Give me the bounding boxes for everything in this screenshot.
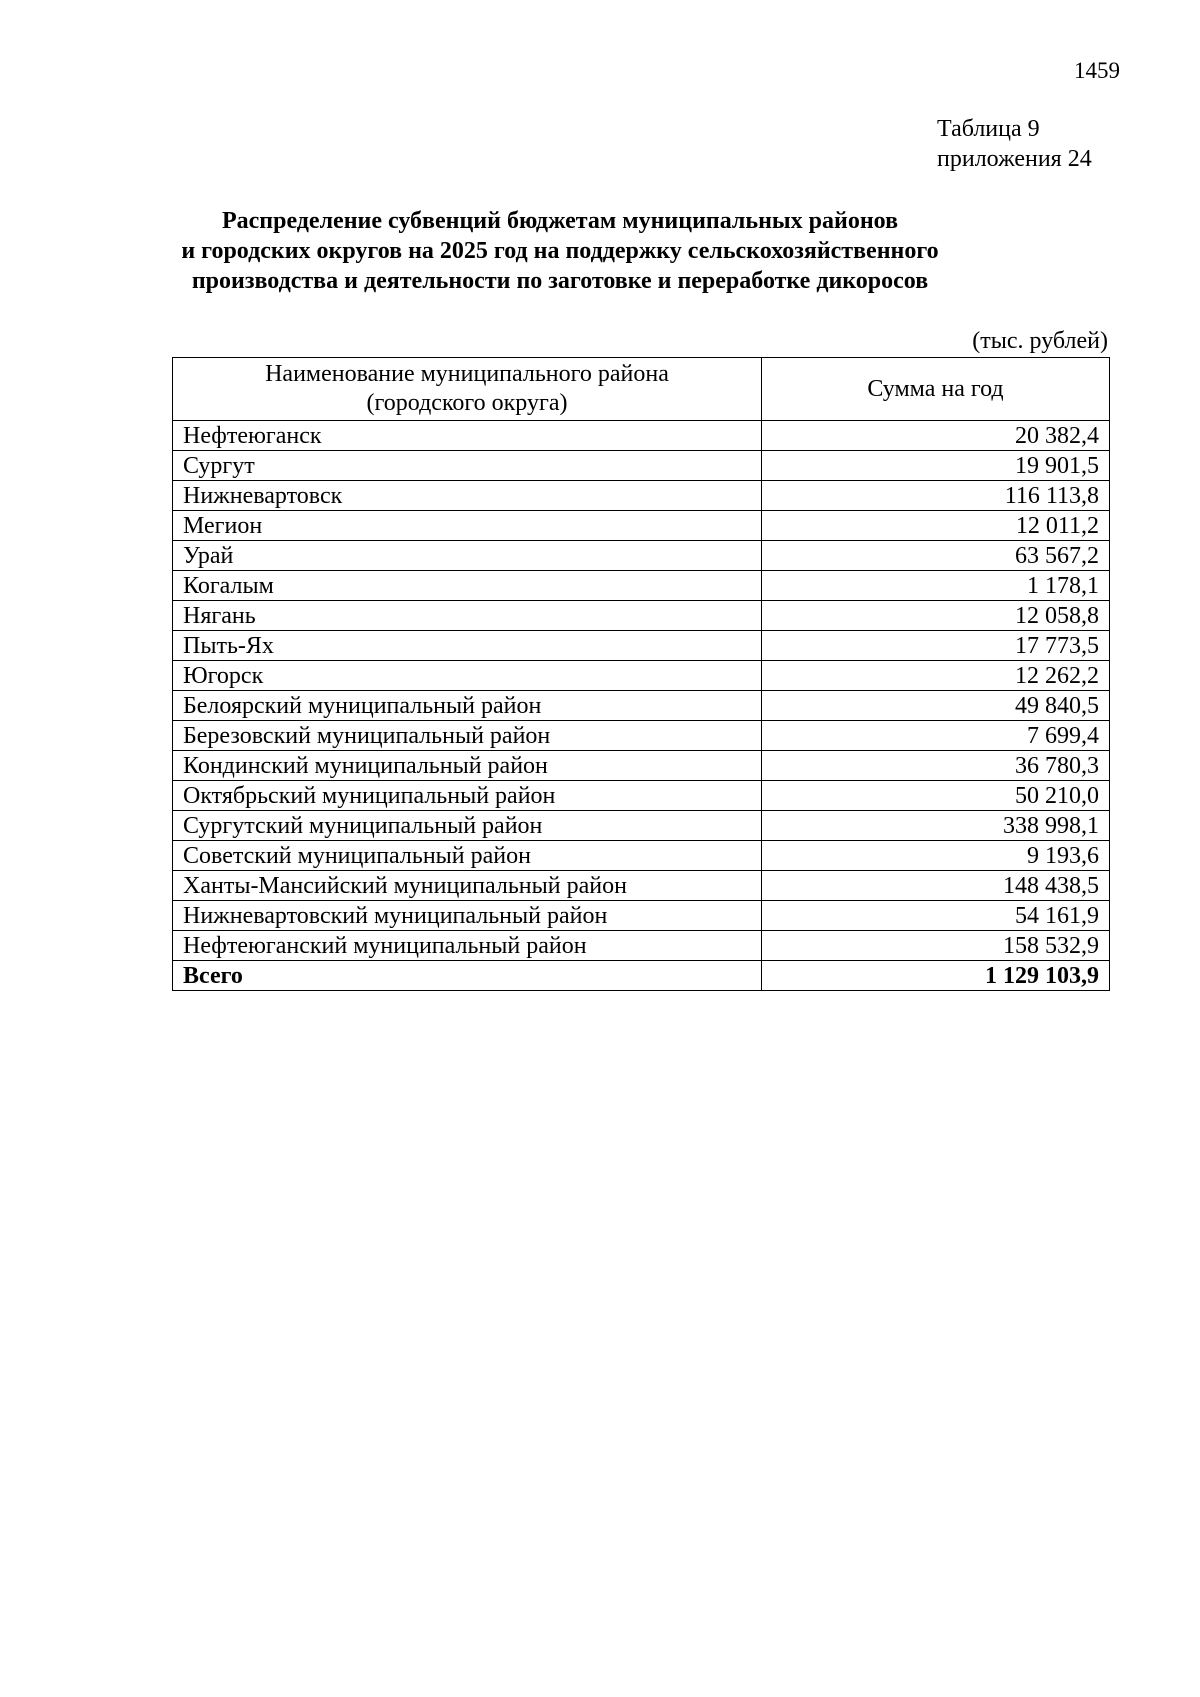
amount-value: 19 901,5 (762, 451, 1110, 481)
table-row (173, 841, 1110, 871)
amount-value: 17 773,5 (762, 631, 1110, 661)
header-municipality-line: (городского округа) (366, 390, 568, 416)
table-row (173, 541, 1110, 571)
amount-value: 338 998,1 (762, 811, 1110, 841)
total-amount: 1 129 103,9 (762, 961, 1110, 991)
table-row (173, 481, 1110, 511)
table-row (173, 631, 1110, 661)
amount-value: 7 699,4 (762, 721, 1110, 751)
header-municipality (173, 358, 762, 421)
table-reference (937, 114, 1092, 174)
municipality-name: Сургут (173, 451, 762, 481)
document-title (172, 206, 948, 296)
units-note: (тыс. рублей) (972, 328, 1108, 354)
table-row (173, 421, 1110, 451)
amount-value: 1 178,1 (762, 571, 1110, 601)
municipality-name: Октябрьский муниципальный район (173, 781, 762, 811)
document-title-line: и городских округов на 2025 год на поддержку сельскохозяйственного (181, 238, 939, 264)
municipality-name: Нижневартовский муниципальный район (173, 901, 762, 931)
table-reference-appendix: приложения 24 (937, 146, 1092, 172)
municipality-name: Советский муниципальный район (173, 841, 762, 871)
amount-value: 12 011,2 (762, 511, 1110, 541)
municipality-name: Югорск (173, 661, 762, 691)
municipality-name: Ханты-Мансийский муниципальный район (173, 871, 762, 901)
amount-value: 9 193,6 (762, 841, 1110, 871)
municipality-name: Пыть-Ях (173, 631, 762, 661)
amount-value: 148 438,5 (762, 871, 1110, 901)
table-row (173, 751, 1110, 781)
amount-value: 49 840,5 (762, 691, 1110, 721)
table-row (173, 511, 1110, 541)
table-reference-number: Таблица 9 (937, 116, 1040, 142)
table-row (173, 661, 1110, 691)
municipality-name: Сургутский муниципальный район (173, 811, 762, 841)
table-row (173, 691, 1110, 721)
amount-value: 54 161,9 (762, 901, 1110, 931)
amount-value: 36 780,3 (762, 751, 1110, 781)
header-municipality-line: Наименование муниципального района (265, 361, 669, 387)
table-row (173, 571, 1110, 601)
document-title-line: Распределение субвенций бюджетам муниципальных районов (221, 208, 899, 234)
page-number: 1459 (1074, 58, 1120, 83)
table-row (173, 451, 1110, 481)
table-body (173, 421, 1110, 991)
municipality-name: Нижневартовск (173, 481, 762, 511)
amount-value: 12 262,2 (762, 661, 1110, 691)
municipality-name: Белоярский муниципальный район (173, 691, 762, 721)
municipality-name: Нефтеюганский муниципальный район (173, 931, 762, 961)
document-title-line: производства и деятельности по заготовке и переработке дикоросов (191, 268, 929, 294)
amount-value: 20 382,4 (762, 421, 1110, 451)
table-row (173, 601, 1110, 631)
table-row (173, 931, 1110, 961)
amount-value: 116 113,8 (762, 481, 1110, 511)
table-row (173, 871, 1110, 901)
total-row (173, 961, 1110, 991)
amount-value: 158 532,9 (762, 931, 1110, 961)
amount-value: 63 567,2 (762, 541, 1110, 571)
amount-value: 50 210,0 (762, 781, 1110, 811)
table-row (173, 901, 1110, 931)
municipality-name: Кондинский муниципальный район (173, 751, 762, 781)
table-row (173, 721, 1110, 751)
municipality-name: Нягань (173, 601, 762, 631)
amount-value: 12 058,8 (762, 601, 1110, 631)
municipality-name: Когалым (173, 571, 762, 601)
table-header-row (173, 358, 1110, 421)
header-amount: Сумма на год (762, 358, 1110, 421)
municipality-name: Урай (173, 541, 762, 571)
municipality-name: Березовский муниципальный район (173, 721, 762, 751)
table-row (173, 811, 1110, 841)
municipality-name: Мегион (173, 511, 762, 541)
subsidy-table (172, 357, 1110, 991)
table-row (173, 781, 1110, 811)
total-label: Всего (173, 961, 762, 991)
municipality-name: Нефтеюганск (173, 421, 762, 451)
